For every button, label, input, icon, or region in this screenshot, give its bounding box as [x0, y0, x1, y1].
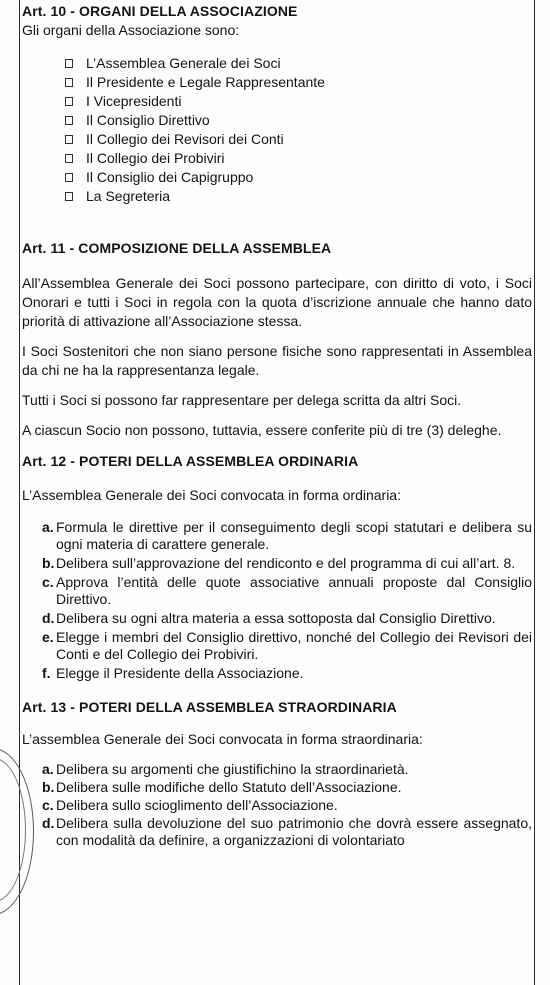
checkbox-square-icon	[65, 154, 73, 163]
art11-title: Art. 11 - COMPOSIZIONE DELLA ASSEMBLEA	[22, 240, 332, 256]
list-item: c. Approva l’entità delle quote associative annuali proposte dal Consiglio Direttivo.	[42, 574, 532, 607]
art11-paragraph: Tutti i Soci si possono far rappresentare per delega scritta da altri Soci.	[22, 392, 462, 408]
list-item: I Vicepresidenti	[22, 92, 532, 111]
checkbox-square-icon	[65, 135, 73, 144]
list-item: L’Assemblea Generale dei Soci	[22, 54, 532, 73]
list-item: Il Collegio dei Revisori dei Conti	[22, 130, 532, 149]
checkbox-square-icon	[65, 116, 73, 125]
art13-title: Art. 13 - POTERI DELLA ASSEMBLEA STRAORDINARIA	[22, 699, 397, 715]
list-item: d. Delibera su ogni altra materia a essa sottoposta dal Consiglio Direttivo.	[42, 610, 496, 626]
checkbox-square-icon	[65, 59, 73, 68]
list-item: c. Delibera sullo scioglimento dell’Associazione.	[42, 797, 338, 813]
checkbox-square-icon	[65, 192, 73, 201]
list-item: Il Consiglio dei Capigruppo	[22, 168, 532, 187]
list-item: a. Formula le direttive per il conseguimento degli scopi statutari e delibera su ogni materia di carattere generale.	[42, 519, 532, 552]
organs-list	[22, 54, 532, 206]
list-item: Il Collegio dei Probiviri	[22, 149, 532, 168]
art13-intro: L’assemblea Generale dei Soci convocata in forma straordinaria:	[22, 731, 423, 747]
list-item: La Segreteria	[22, 187, 532, 206]
document-content	[22, 2, 532, 849]
art12-list	[22, 519, 532, 682]
art11-paragraph: All’Assemblea Generale dei Soci possono partecipare, con diritto di voto, i Soci Onorari e tutti i Soci in regola con la quota d’iscrizione annuale che hanno dato priorità di attivazione all’Associazione stessa.	[22, 275, 532, 329]
art11-paragraph: A ciascun Socio non possono, tuttavia, essere conferite più di tre (3) deleghe.	[22, 422, 502, 438]
list-item: a. Delibera su argomenti che giustifichino la straordinarietà.	[42, 761, 409, 777]
art10-intro: Gli organi della Associazione sono:	[22, 22, 240, 38]
list-item: Il Consiglio Direttivo	[22, 111, 532, 130]
art12-intro: L’Assemblea Generale dei Soci convocata in forma ordinaria:	[22, 487, 401, 503]
art10-title: Art. 10 - ORGANI DELLA ASSOCIAZIONE	[22, 3, 298, 19]
checkbox-square-icon	[65, 173, 73, 182]
list-item: d. Delibera sulla devoluzione del suo patrimonio che dovrà essere assegnato, con modalità da definire, a organizzazioni di volontariato	[42, 815, 532, 848]
list-item: e. Elegge i membri del Consiglio direttivo, nonché del Collegio dei Revisori dei Conti e del Collegio dei Probiviri.	[42, 629, 532, 662]
list-item: Il Presidente e Legale Rappresentante	[22, 73, 532, 92]
art12-title: Art. 12 - POTERI DELLA ASSEMBLEA ORDINARIA	[22, 453, 359, 469]
checkbox-square-icon	[65, 78, 73, 87]
list-item: b. Delibera sull’approvazione del rendiconto e del programma di cui all’art. 8.	[42, 555, 516, 571]
right-border-line	[534, 0, 535, 985]
art11-paragraph: I Soci Sostenitori che non siano persone fisiche sono rappresentati in Assemblea da chi ne ha la rappresentanza legale.	[22, 343, 532, 378]
checkbox-square-icon	[65, 97, 73, 106]
list-item: f. Elegge il Presidente della Associazione.	[42, 665, 304, 681]
list-item: b. Delibera sulle modifiche dello Statuto dell’Associazione.	[42, 779, 402, 795]
art13-list	[22, 761, 532, 849]
